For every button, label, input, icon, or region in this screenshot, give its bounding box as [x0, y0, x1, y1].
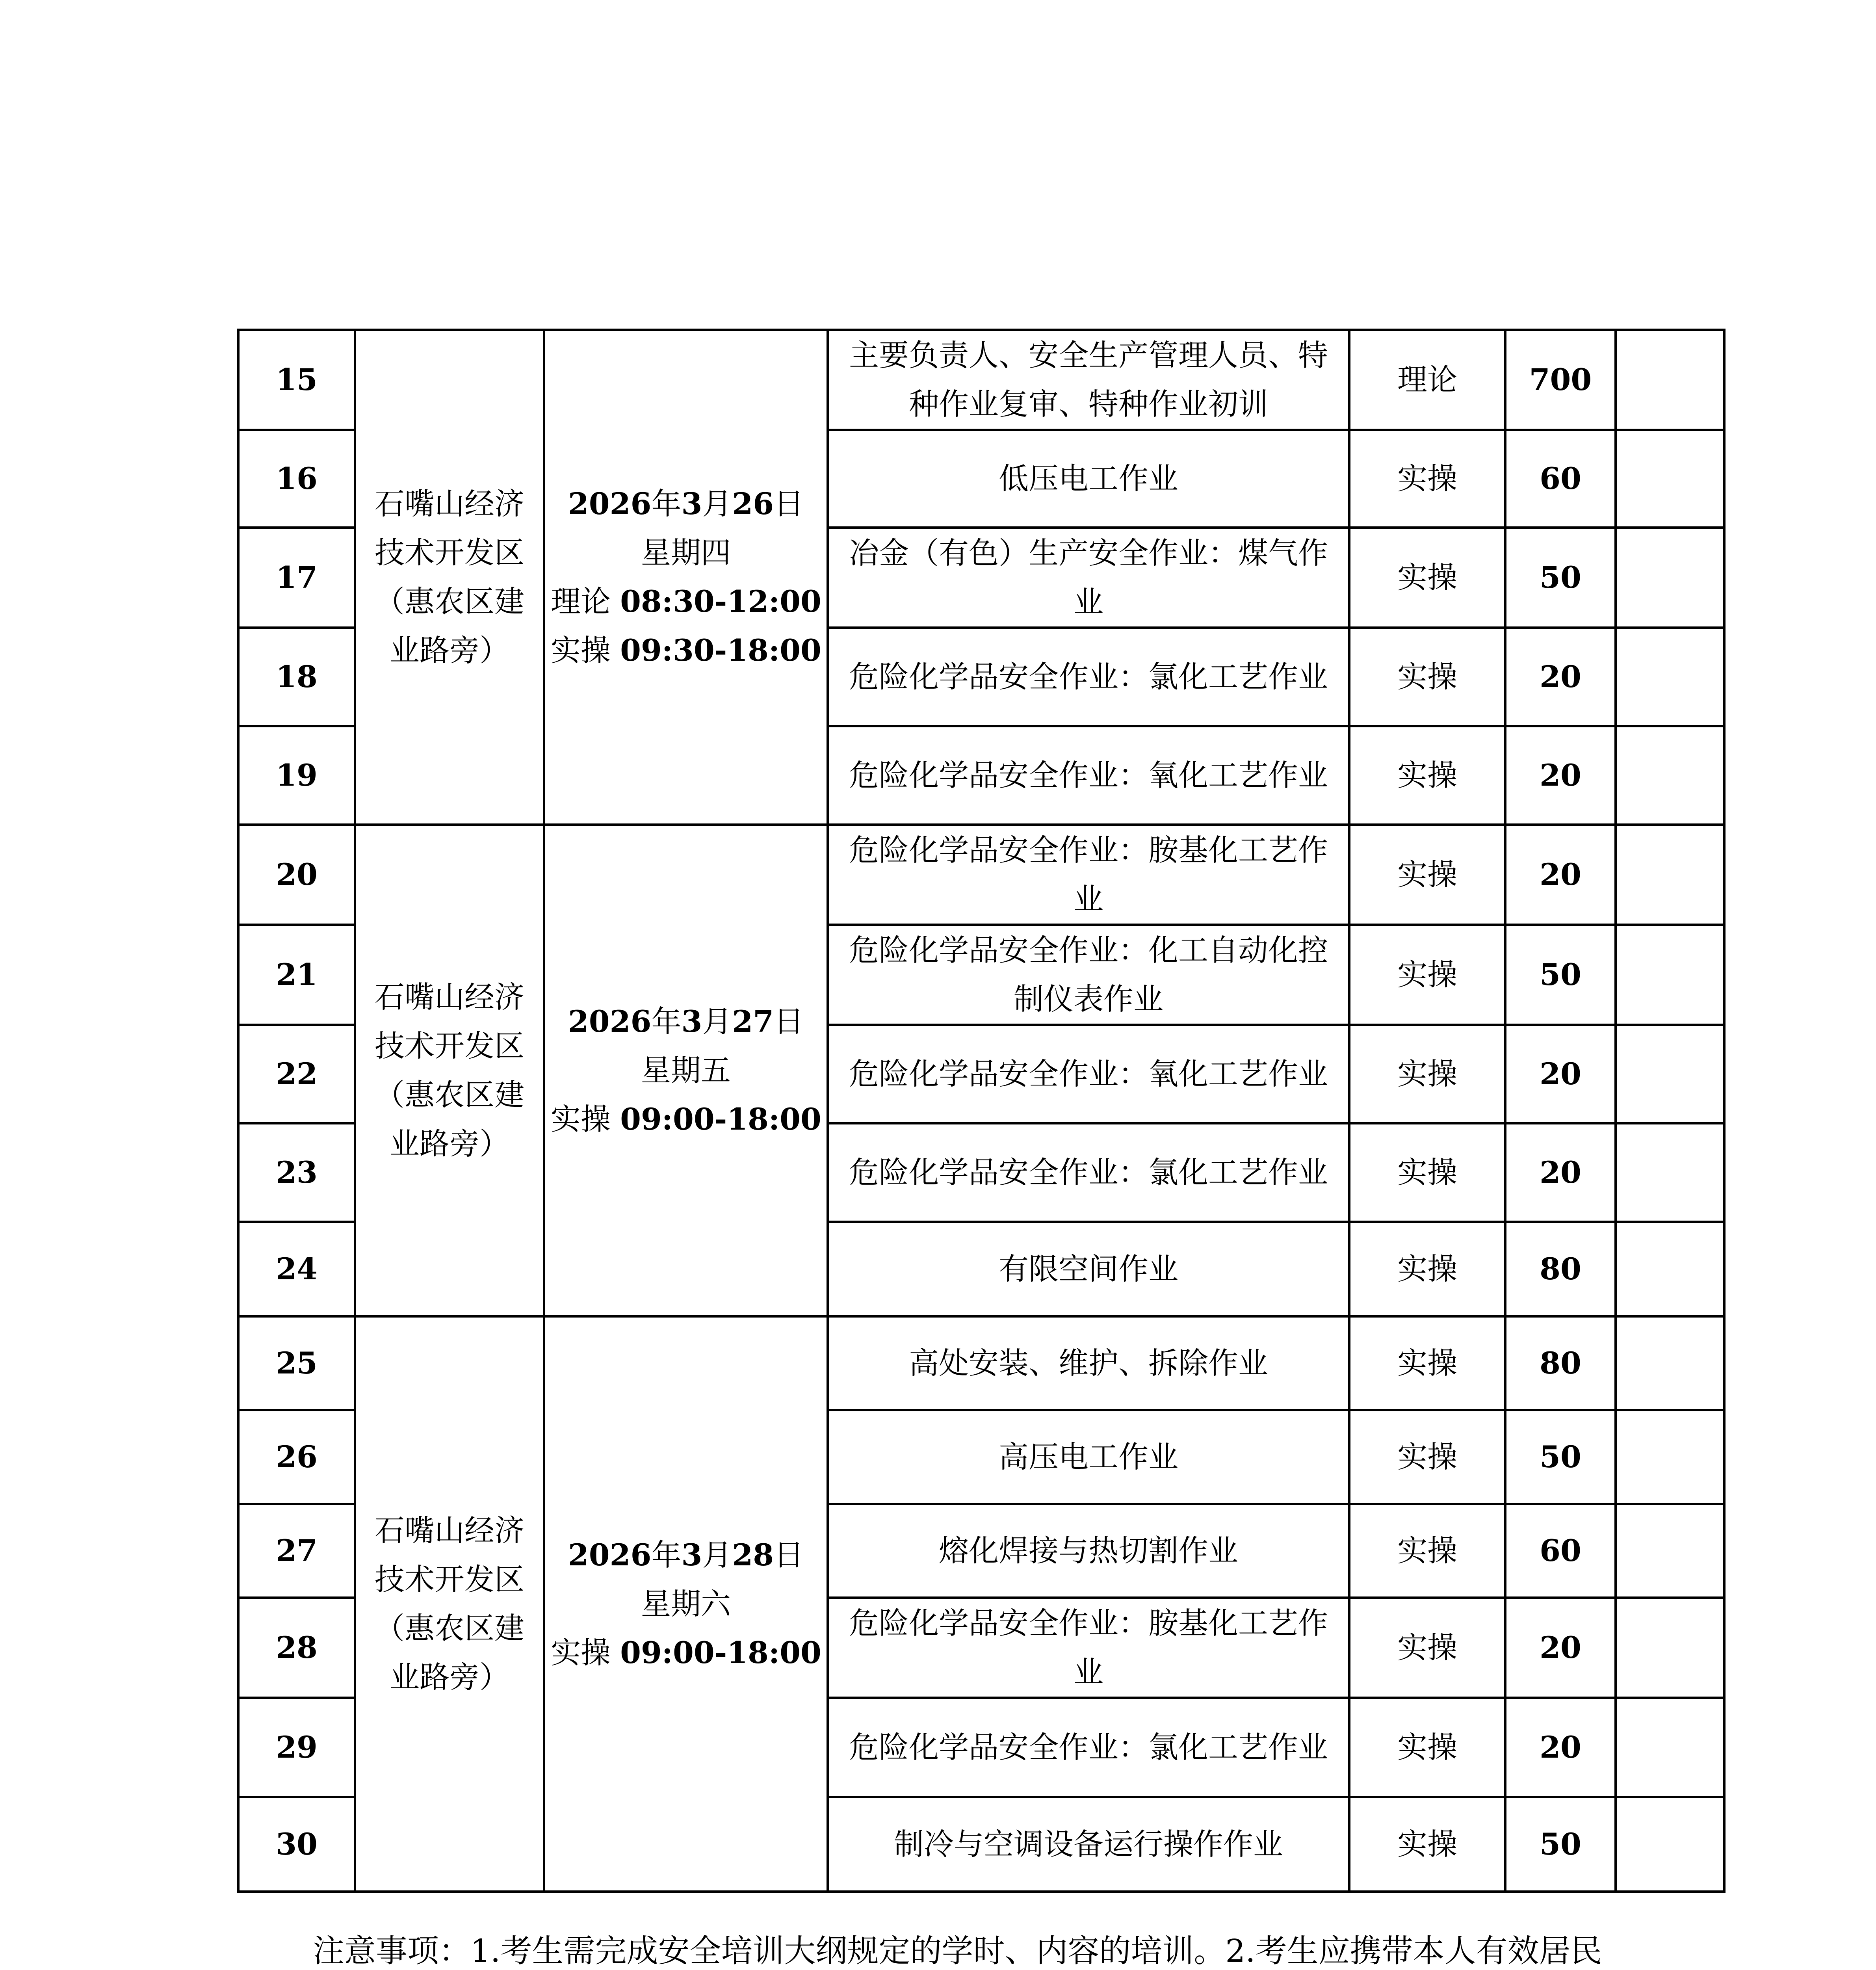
schedule-body: [238, 330, 1724, 1892]
exam-date-time: [544, 330, 828, 825]
date-time-segment: 28: [732, 1537, 774, 1572]
date-time-line: [551, 479, 821, 528]
date-time-segment: 08:30-12:00: [620, 584, 821, 619]
exam-type: 实操: [1349, 1598, 1505, 1698]
date-time-segment: 09:00-18:00: [620, 1635, 821, 1670]
row-number: 19: [238, 726, 355, 825]
row-number: 21: [238, 925, 355, 1025]
date-time-segment: 年: [651, 1537, 682, 1572]
exam-date-time: [544, 1316, 828, 1892]
exam-item: 制冷与空调设备运行操作作业: [828, 1797, 1349, 1892]
date-time-segment: 实操: [551, 633, 620, 668]
remark-cell: [1616, 1410, 1724, 1504]
exam-item: 熔化焊接与热切割作业: [828, 1504, 1349, 1598]
date-time-line: [551, 1628, 821, 1677]
remark-cell: [1616, 1316, 1724, 1410]
date-time-segment: 年: [651, 486, 682, 521]
exam-count: 50: [1505, 1797, 1616, 1892]
row-number: 20: [238, 825, 355, 925]
row-number: 30: [238, 1797, 355, 1892]
date-time-segment: 日: [774, 1004, 804, 1039]
exam-item: 高处安装、维护、拆除作业: [828, 1316, 1349, 1410]
remark-cell: [1616, 628, 1724, 726]
row-number: 22: [238, 1025, 355, 1123]
date-time-segment: 09:00-18:00: [620, 1102, 821, 1137]
date-time-line: [551, 1580, 821, 1628]
remark-cell: [1616, 1222, 1724, 1316]
exam-count: 80: [1505, 1222, 1616, 1316]
remark-cell: [1616, 825, 1724, 925]
exam-schedule-table: [237, 329, 1726, 1893]
date-time-segment: 月: [702, 1004, 732, 1039]
remark-cell: [1616, 330, 1724, 430]
remark-cell: [1616, 1698, 1724, 1797]
date-time-segment: 月: [702, 1537, 732, 1572]
exam-type: 实操: [1349, 1123, 1505, 1222]
exam-type: 实操: [1349, 925, 1505, 1025]
exam-item: 低压电工作业: [828, 430, 1349, 528]
table-row: [238, 1316, 1724, 1410]
table-row: [238, 825, 1724, 925]
exam-item: 危险化学品安全作业：氯化工艺作业: [828, 1698, 1349, 1797]
notes-text: 注意事项：1.考生需完成安全培训大纲规定的学时、内容的培训。2.考生应携带本人有效居民: [313, 1933, 1602, 1969]
date-time-segment: 2026: [568, 486, 652, 521]
notes-section: [237, 1927, 1632, 1970]
date-time-line: [551, 997, 821, 1046]
exam-location: 石嘴山经济技术开发区（惠农区建业路旁）: [355, 330, 544, 825]
date-time-line: [551, 1531, 821, 1580]
exam-type: 实操: [1349, 1025, 1505, 1123]
exam-count: 20: [1505, 1123, 1616, 1222]
remark-cell: [1616, 925, 1724, 1025]
exam-count: 20: [1505, 825, 1616, 925]
remark-cell: [1616, 726, 1724, 825]
exam-count: 60: [1505, 1504, 1616, 1598]
date-time-line: [551, 528, 821, 577]
exam-item: 有限空间作业: [828, 1222, 1349, 1316]
remark-cell: [1616, 1797, 1724, 1892]
exam-location: 石嘴山经济技术开发区（惠农区建业路旁）: [355, 825, 544, 1316]
row-number: 16: [238, 430, 355, 528]
date-time-segment: 星期四: [641, 535, 731, 570]
exam-type: 实操: [1349, 528, 1505, 628]
exam-count: 50: [1505, 925, 1616, 1025]
exam-count: 50: [1505, 528, 1616, 628]
date-time-segment: 年: [651, 1004, 682, 1039]
exam-count: 20: [1505, 1025, 1616, 1123]
date-time-segment: 2026: [568, 1004, 652, 1039]
date-time-segment: 26: [732, 486, 774, 521]
exam-count: 50: [1505, 1410, 1616, 1504]
exam-count: 60: [1505, 430, 1616, 528]
exam-count: 20: [1505, 1698, 1616, 1797]
table-row: [238, 330, 1724, 430]
remark-cell: [1616, 1025, 1724, 1123]
date-time-segment: 3: [681, 1004, 702, 1039]
exam-count: 80: [1505, 1316, 1616, 1410]
date-time-segment: 星期六: [641, 1586, 731, 1621]
remark-cell: [1616, 430, 1724, 528]
row-number: 28: [238, 1598, 355, 1698]
exam-type: 理论: [1349, 330, 1505, 430]
remark-cell: [1616, 1504, 1724, 1598]
date-time-segment: 实操: [551, 1635, 620, 1670]
exam-count: 20: [1505, 726, 1616, 825]
exam-item: 危险化学品安全作业：氯化工艺作业: [828, 628, 1349, 726]
date-time-line: [551, 577, 821, 626]
exam-item: 危险化学品安全作业：胺基化工艺作业: [828, 825, 1349, 925]
exam-type: 实操: [1349, 1222, 1505, 1316]
exam-count: 700: [1505, 330, 1616, 430]
remark-cell: [1616, 1598, 1724, 1698]
remark-cell: [1616, 1123, 1724, 1222]
exam-item: 危险化学品安全作业：胺基化工艺作业: [828, 1598, 1349, 1698]
date-time-segment: 星期五: [641, 1053, 731, 1088]
exam-item: 危险化学品安全作业：氧化工艺作业: [828, 726, 1349, 825]
exam-item: 冶金（有色）生产安全作业：煤气作业: [828, 528, 1349, 628]
date-time-segment: 3: [681, 1537, 702, 1572]
exam-type: 实操: [1349, 1797, 1505, 1892]
row-number: 26: [238, 1410, 355, 1504]
exam-count: 20: [1505, 1598, 1616, 1698]
exam-type: 实操: [1349, 1504, 1505, 1598]
exam-type: 实操: [1349, 825, 1505, 925]
row-number: 29: [238, 1698, 355, 1797]
row-number: 18: [238, 628, 355, 726]
date-time-line: [551, 1095, 821, 1144]
exam-location: 石嘴山经济技术开发区（惠农区建业路旁）: [355, 1316, 544, 1892]
exam-item: 高压电工作业: [828, 1410, 1349, 1504]
date-time-segment: 27: [732, 1004, 774, 1039]
date-time-segment: 理论: [551, 584, 620, 619]
date-time-line: [551, 1046, 821, 1095]
exam-type: 实操: [1349, 1698, 1505, 1797]
row-number: 27: [238, 1504, 355, 1598]
exam-item: 危险化学品安全作业：化工自动化控制仪表作业: [828, 925, 1349, 1025]
exam-item: 危险化学品安全作业：氯化工艺作业: [828, 1123, 1349, 1222]
date-time-segment: 2026: [568, 1537, 652, 1572]
row-number: 24: [238, 1222, 355, 1316]
remark-cell: [1616, 528, 1724, 628]
row-number: 23: [238, 1123, 355, 1222]
exam-count: 20: [1505, 628, 1616, 726]
row-number: 17: [238, 528, 355, 628]
row-number: 15: [238, 330, 355, 430]
date-time-segment: 日: [774, 486, 804, 521]
exam-type: 实操: [1349, 1410, 1505, 1504]
date-time-segment: 日: [774, 1537, 804, 1572]
row-number: 25: [238, 1316, 355, 1410]
date-time-segment: 月: [702, 486, 732, 521]
exam-type: 实操: [1349, 628, 1505, 726]
exam-type: 实操: [1349, 430, 1505, 528]
date-time-segment: 实操: [551, 1102, 620, 1137]
exam-date-time: [544, 825, 828, 1316]
exam-item: 危险化学品安全作业：氧化工艺作业: [828, 1025, 1349, 1123]
date-time-segment: 09:30-18:00: [620, 633, 821, 668]
exam-type: 实操: [1349, 726, 1505, 825]
exam-item: 主要负责人、安全生产管理人员、特种作业复审、特种作业初训: [828, 330, 1349, 430]
date-time-segment: 3: [681, 486, 702, 521]
exam-type: 实操: [1349, 1316, 1505, 1410]
date-time-line: [551, 626, 821, 675]
